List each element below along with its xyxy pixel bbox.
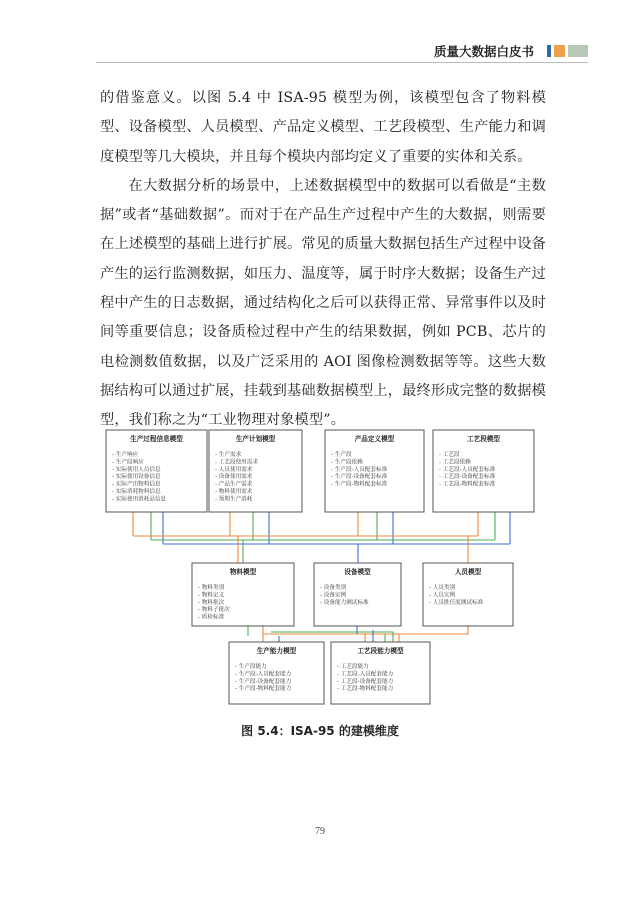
model-box xyxy=(209,430,302,512)
model-box-item: - 生产段-人员配套标准 xyxy=(331,466,388,473)
model-box-item: - 物料类别 xyxy=(198,585,225,591)
model-box-item: - 实际使用消耗品信息 xyxy=(112,496,167,503)
model-box-item: - 设备实例 xyxy=(320,592,347,599)
model-box-item: - 实际使用设备信息 xyxy=(112,474,161,481)
model-box xyxy=(423,563,513,626)
model-box xyxy=(331,642,430,704)
model-box-item: - 生产段 xyxy=(331,452,352,458)
model-box-title: 工艺段模型 xyxy=(467,435,500,443)
header-accent-orange xyxy=(554,45,565,57)
page-header xyxy=(434,42,588,60)
model-box-item: - 产品生产需求 xyxy=(215,481,253,488)
model-box-item: - 生产段依赖 xyxy=(331,459,363,466)
header-title: 质量大数据白皮书 xyxy=(433,44,534,59)
model-box-title: 生产计划模型 xyxy=(235,435,276,443)
model-box xyxy=(433,430,534,512)
model-box-item: - 物料定义 xyxy=(198,592,225,599)
model-box xyxy=(192,563,294,626)
page-number: 79 xyxy=(315,826,325,837)
model-box-item: - 生产段-物料配套能力 xyxy=(235,686,292,693)
model-box-item: - 人员使用需求 xyxy=(215,466,253,473)
model-box-item: - 工艺段-设备配套能力 xyxy=(337,678,394,685)
model-box-item: - 生产段-物料配套标准 xyxy=(331,481,388,488)
model-box-item: - 生产段-设备配套能力 xyxy=(235,678,292,685)
model-box-item: - 实际产出物料信息 xyxy=(112,481,161,488)
model-box-title: 设备模型 xyxy=(344,568,371,576)
model-box-title: 生产过程信息模型 xyxy=(130,435,183,443)
model-box-item: - 工艺段-人员配套能力 xyxy=(337,671,394,678)
model-box-item: - 人员类别 xyxy=(429,585,456,591)
model-box-item: - 预期生产消耗 xyxy=(215,496,253,503)
model-box-item: - 生产段能力 xyxy=(235,664,267,670)
isa95-diagram xyxy=(103,428,541,712)
model-box xyxy=(325,430,424,512)
model-box-item: - 工艺段使用需求 xyxy=(215,459,258,466)
connector-line xyxy=(263,626,365,634)
model-box-item: - 质检标准 xyxy=(198,614,225,621)
model-box-title: 人员模型 xyxy=(454,568,482,576)
diagram-boxes xyxy=(106,430,534,704)
model-box-item: - 生产段-设备配套标准 xyxy=(331,474,388,481)
model-box-title: 工艺段能力模型 xyxy=(357,647,404,655)
model-box-item: - 工艺段-人员配套标准 xyxy=(439,466,496,473)
model-box-title: 生产能力模型 xyxy=(256,647,297,655)
model-box-item: - 生产需求 xyxy=(215,452,242,458)
model-box-title: 物料模型 xyxy=(229,568,257,576)
model-box-item: - 生产段-人员配套能力 xyxy=(235,671,292,678)
header-rule xyxy=(96,62,588,63)
model-box-item: - 工艺段-物料配套能力 xyxy=(337,686,394,693)
model-box-item: - 工艺段依赖 xyxy=(439,459,471,466)
model-box xyxy=(314,563,401,626)
paragraph-1: 的借鉴意义。以图 5.4 中 ISA-95 模型为例，该模型包含了物料模型、设备模型、人员模型、产品定义模型、工艺段模型、生产能力和调度模型等几大模块，并且每个模块内部均定义了重要的实体和关系。 xyxy=(100,90,547,165)
model-box-item: - 生产段响应 xyxy=(112,459,144,466)
model-box-item: - 生产响应 xyxy=(112,452,139,458)
header-accent-blue xyxy=(547,45,551,57)
model-box-item: - 工艺段-物料配套标准 xyxy=(439,481,496,488)
paragraph-2: 在大数据分析的场景中，上述数据模型中的数据可以看做是“主数据”或者“基础数据”。而对于在产品生产过程中产生的大数据，则需要在上述模型的基础上进行扩展。常见的质量大数据包括生产过程中设备产生的运行监测数据，如压力、温度等，属于时序大数据；设备生产过程中产生的日志数据，通过结构化之后可以获得正常、异常事件以及时间等重要信息；设备质检过程中产生的结果数据，例如 PCB、芯片的电检测数值数据，以及广泛采用的 AOI 图像检测数据等等。这些大数据结构可以通过扩展，挂载到基础数据模型上，最终形成完整的数据模型，我们称之为“工业物理对象模型”。 xyxy=(100,177,547,429)
model-box-item: - 工艺段-设备配套标准 xyxy=(439,474,496,481)
model-box-title: 产品定义模型 xyxy=(354,435,395,443)
body-text xyxy=(100,84,546,436)
model-box-item: - 物料子批次 xyxy=(198,607,230,614)
header-accent-green xyxy=(568,45,588,57)
model-box xyxy=(229,642,324,704)
model-box-item: - 设备使用需求 xyxy=(215,474,253,481)
model-box-item: - 人员实例 xyxy=(429,592,456,599)
model-box xyxy=(106,430,207,512)
figure-caption: 图 5.4：ISA-95 的建模维度 xyxy=(241,724,399,738)
connector-line xyxy=(365,626,468,634)
model-box-item: - 实际使用人员信息 xyxy=(112,466,161,473)
model-box-item: - 物料使用需求 xyxy=(215,489,253,495)
model-box-item: - 工艺段能力 xyxy=(337,664,369,670)
model-box-item: - 实际消耗物料信息 xyxy=(112,489,161,495)
model-box-item: - 设备类别 xyxy=(320,585,347,591)
model-box-item: - 设备能力测试标准 xyxy=(320,599,369,606)
model-box-item: - 人员胜任度测试标准 xyxy=(429,599,484,606)
model-box-item: - 工艺段 xyxy=(439,452,460,458)
model-box-item: - 物料批次 xyxy=(198,599,225,606)
